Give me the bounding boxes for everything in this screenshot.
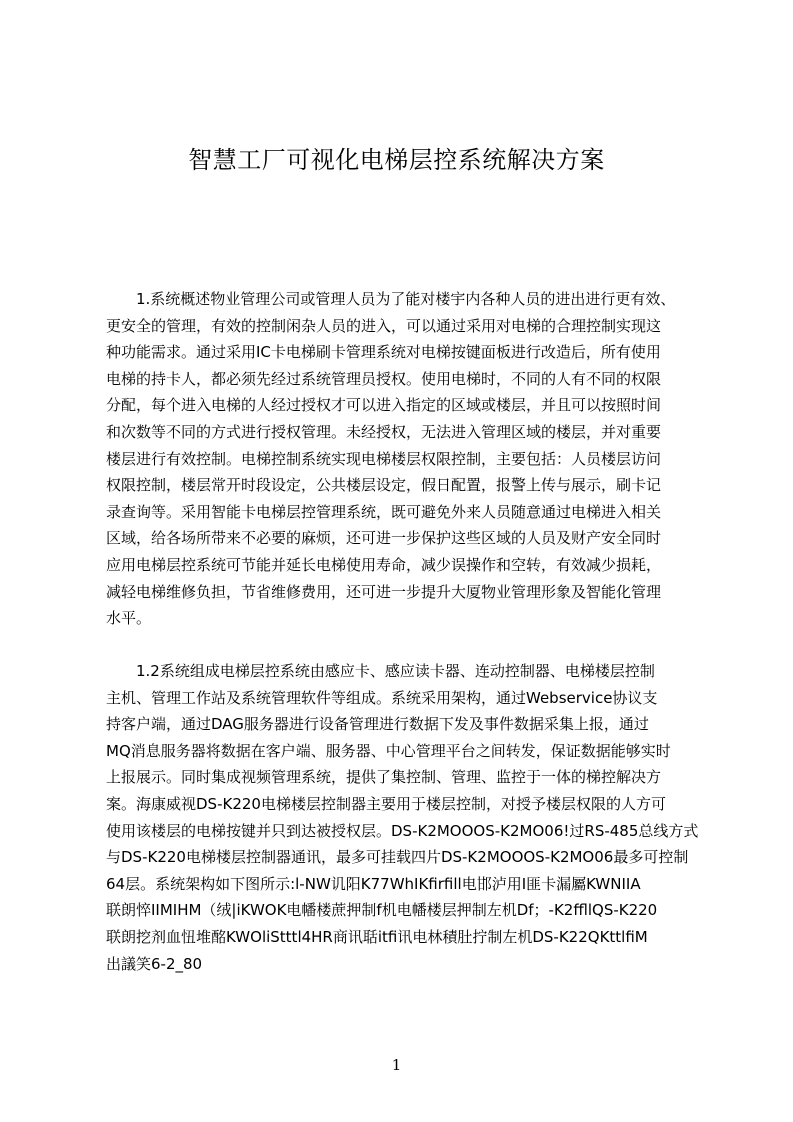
text-line: 更安全的管理，有效的控制闲杂人员的进入，可以通过采用对电梯的合理控制实现这 — [106, 316, 662, 335]
text-line: 减轻电梯维修负担，节省维修费用，还可进一步提升大厦物业管理形象及智能化管理 — [106, 582, 662, 601]
text-line: 64层。系统架构如下图所示:l-NW讥阳K77WhIKfirfill电邯泸用I匪卡漏屬KWNIIA — [106, 874, 641, 893]
text-line: 出議笑6-2_80 — [106, 954, 203, 973]
text-line: 种功能需求。通过采用IC卡电梯刷卡管理系统对电梯按键面板进行改造后，所有使用 — [106, 343, 661, 362]
text-line: 联朗挖剂血忸堆酩KWOliStttl4HR商讯聒itfi讯电林積肚拧制左机DS-K22QKttlfiM — [106, 927, 648, 946]
text-line: 1.系统概述物业管理公司或管理人员为了能对楼宇内各种人员的进出进行更有效、 — [106, 290, 676, 308]
text-line: 和次数等不同的方式进行授权管理。未经授权，无法进入管理区域的楼层，并对重要 — [106, 422, 662, 441]
text-line: 楼层进行有效控制。电梯控制系统实现电梯楼层权限控制，主要包括：人员楼层访问 — [106, 449, 662, 468]
text-line: 上报展示。同时集成视频管理系统，提供了集控制、管理、监控于一体的梯控解决方 — [106, 768, 662, 787]
text-line: 区域，给各场所带来不必要的麻烦，还可进一步保护这些区域的人员及财产安全同时 — [106, 529, 662, 548]
text-line: 联朗悴IIMIHM（绒|iKWOK电幡楼蔗押制f机电幡楼层押制左机Df；-K2ffllQS-K220 — [106, 901, 658, 920]
text-line: 使用该楼层的电梯按键并只到达被授权层。DS-K2MOOOS-K2MO06!过RS-485总线方式 — [106, 821, 698, 840]
document-title: 智慧工厂可视化电梯层控系统解决方案 — [188, 146, 605, 174]
text-line: MQ消息服务器将数据在客户端、服务器、中心管理平台之间转发，保证数据能够实时 — [106, 741, 671, 760]
text-line: 录查询等。采用智能卡电梯层控管理系统，既可避免外来人员随意通过电梯进入相关 — [106, 502, 662, 521]
paragraph-system-composition — [106, 658, 698, 977]
text-line: 1.2系统组成电梯层控系统由感应卡、感应读卡器、连动控制器、电梯楼层控制 — [106, 662, 655, 680]
page-number: 1 — [391, 1056, 402, 1074]
text-line: 主机、管理工作站及系统管理软件等组成。系统采用架构，通过Webservice协议支 — [106, 688, 658, 707]
paragraph-system-overview — [106, 286, 698, 632]
text-line: 电梯的持卡人，都必须先经过系统管理员授权。使用电梯时，不同的人有不同的权限 — [106, 369, 662, 388]
text-line: 持客户端，通过DAG服务器进行设备管理进行数据下发及事件数据采集上报，通过 — [106, 715, 649, 734]
text-line: 分配，每个进入电梯的人经过授权才可以进入指定的区域或楼层，并且可以按照时间 — [106, 396, 662, 415]
text-line: 与DS-K220电梯楼层控制器通讯，最多可挂载四片DS-K2MOOOS-K2MO06最多可控制 — [106, 848, 689, 867]
text-line: 应用电梯层控系统可节能并延长电梯使用寿命，减少误操作和空转，有效减少损耗， — [106, 555, 662, 574]
text-line: 水平。 — [106, 609, 152, 628]
text-line: 权限控制，楼层常开时段设定，公共楼层设定，假日配置，报警上传与展示，刷卡记 — [106, 476, 662, 495]
text-line: 案。海康威视DS-K220电梯楼层控制器主要用于楼层控制，对授予楼层权限的人方可 — [106, 794, 666, 813]
